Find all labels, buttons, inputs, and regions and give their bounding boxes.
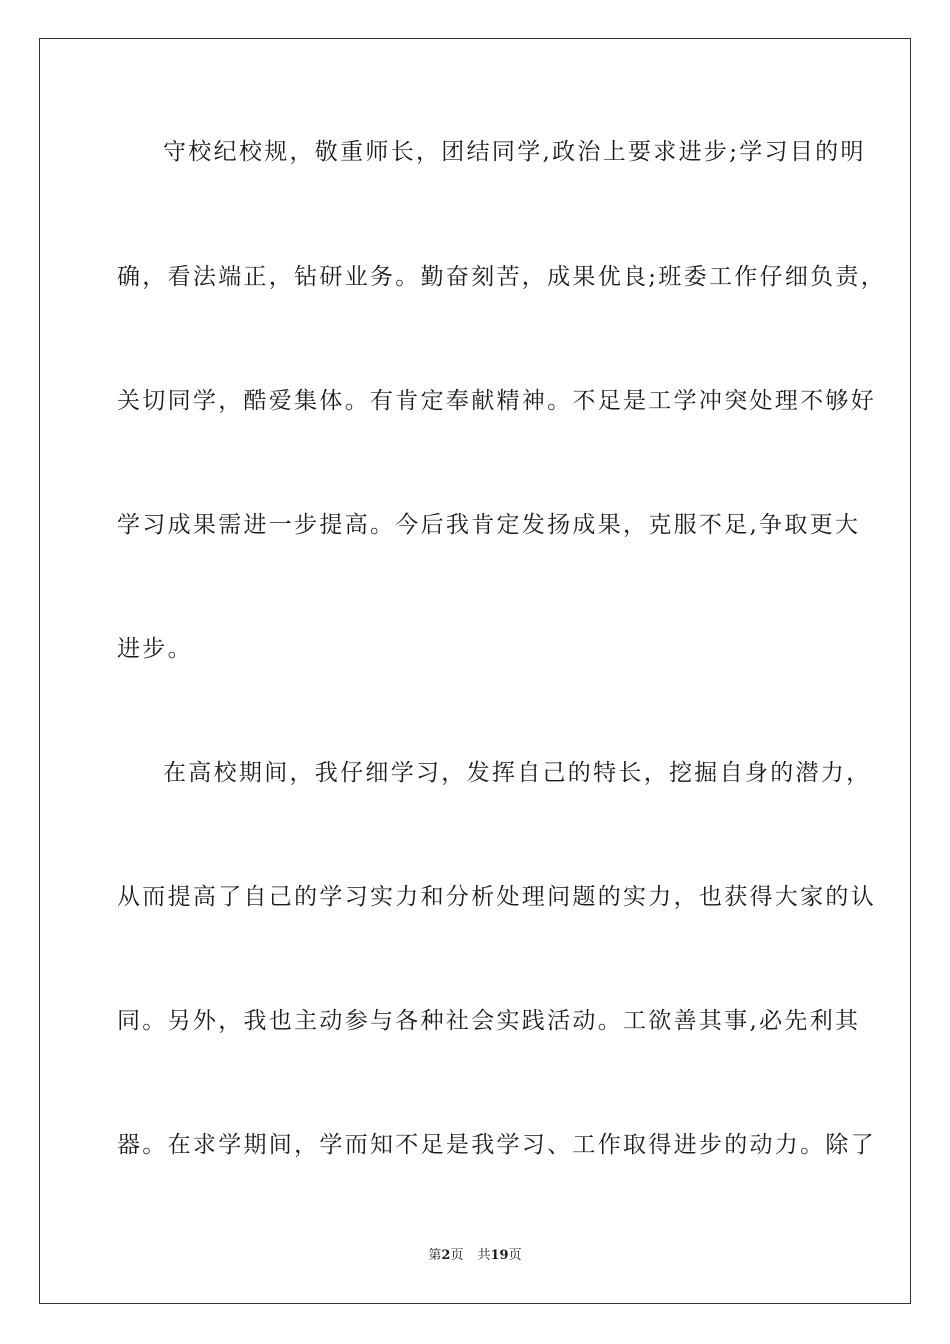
page-suffix: 页 <box>450 1248 464 1263</box>
paragraph-1-line-2: 确，看法端正，钻研业务。勤奋刻苦，成果优良;班委工作仔细负责， <box>117 264 887 290</box>
page-prefix: 第 <box>428 1248 442 1263</box>
paragraph-1-line-1: 守校纪校规，敬重师长，团结同学,政治上要求进步;学习目的明 <box>163 139 866 165</box>
paragraph-2-line-2: 从而提高了自己的学习实力和分析处理问题的实力，也获得大家的认 <box>117 884 876 910</box>
total-pages: 19 <box>490 1248 509 1263</box>
paragraph-1-line-3: 关切同学，酷爱集体。有肯定奉献精神。不足是工学冲突处理不够好 <box>117 388 876 414</box>
page-border <box>39 38 911 1304</box>
paragraph-2-line-1: 在高校期间，我仔细学习，发挥自己的特长，挖掘自身的潜力， <box>163 760 872 786</box>
page-number: 2 <box>441 1248 451 1263</box>
page-footer <box>0 1247 950 1265</box>
total-prefix: 共 <box>477 1248 491 1263</box>
total-suffix: 页 <box>508 1248 522 1263</box>
paragraph-2-line-3: 同。另外，我也主动参与各种社会实践活动。工欲善其事,必先利其 <box>117 1008 861 1034</box>
paragraph-1-line-5: 进步。 <box>117 636 193 662</box>
paragraph-1-line-4: 学习成果需进一步提高。今后我肯定发扬成果，克服不足,争取更大 <box>117 512 861 538</box>
paragraph-2-line-4: 器。在求学期间，学而知不足是我学习、工作取得进步的动力。除了 <box>117 1132 876 1158</box>
